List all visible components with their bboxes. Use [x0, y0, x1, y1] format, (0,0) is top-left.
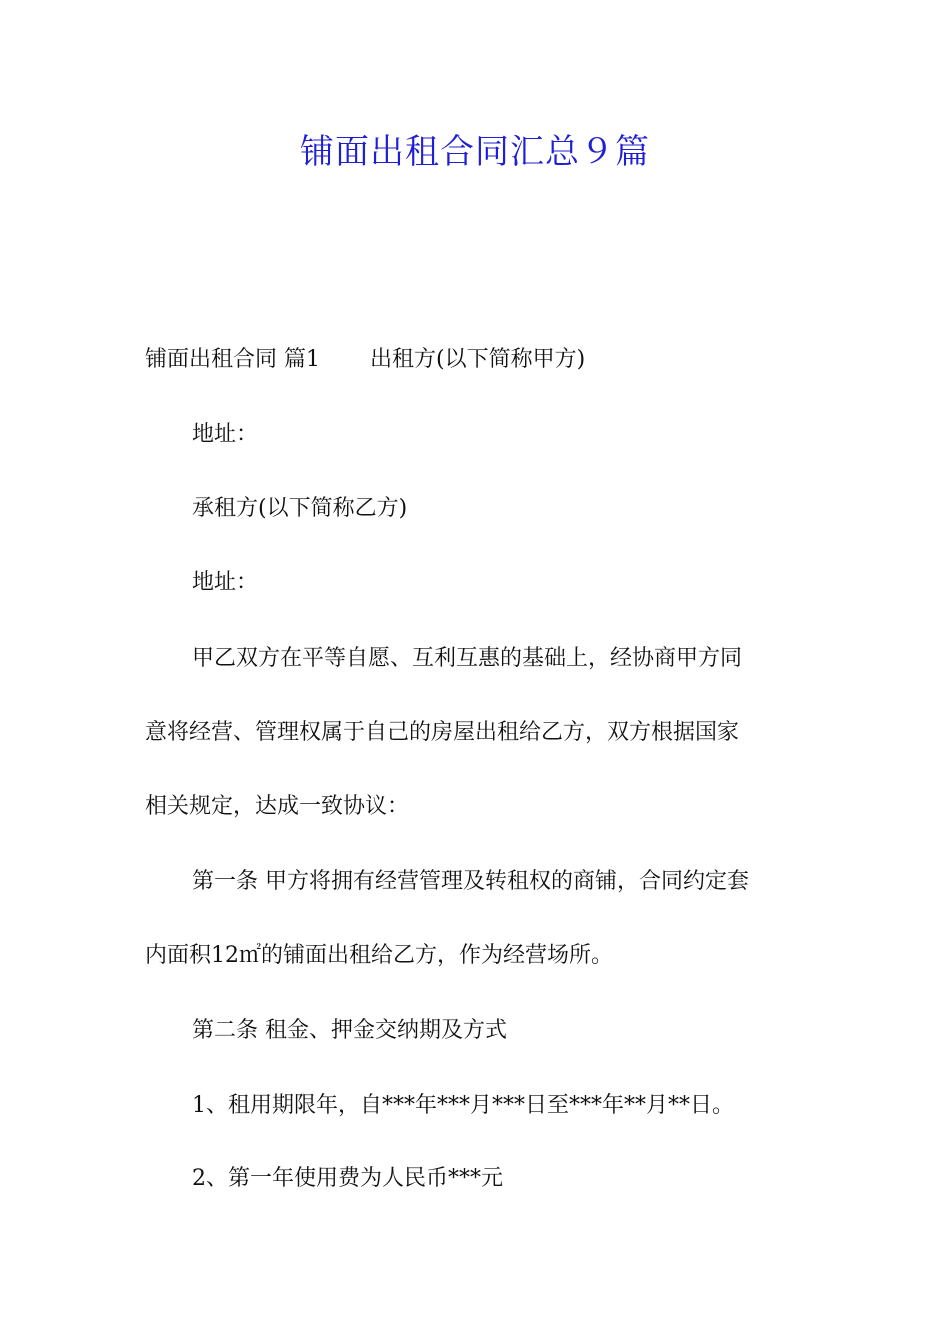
paragraph-line: 甲乙双方在平等自愿、互利互惠的基础上，经协商甲方同: [192, 646, 743, 671]
article-1-line: 第一条 甲方将拥有经营管理及转租权的商铺，合同约定套: [192, 869, 749, 894]
article-2-heading: 第二条 租金、押金交纳期及方式: [192, 1018, 507, 1043]
clause-2: 2、第一年使用费为人民币***元: [192, 1166, 503, 1191]
document-title: 铺面出租合同汇总９篇: [300, 132, 650, 172]
lessor-address-label: 地址：: [192, 422, 259, 447]
first-line: [145, 344, 815, 376]
lessee-label: 承租方(以下简称乙方): [192, 496, 408, 521]
paragraph-line: 相关规定，达成一致协议：: [145, 794, 410, 819]
lessor-label: 出租方(以下简称甲方): [370, 347, 586, 372]
clause-1: 1、租用期限年，自***年***月***日至***年**月**日。: [192, 1093, 734, 1118]
section-heading: 铺面出租合同 篇1: [145, 347, 320, 372]
article-1-line: 内面积12㎡的铺面出租给乙方，作为经营场所。: [145, 943, 613, 968]
paragraph-line: 意将经营、管理权属于自己的房屋出租给乙方，双方根据国家: [145, 720, 740, 745]
lessee-address-label: 地址：: [192, 570, 259, 595]
